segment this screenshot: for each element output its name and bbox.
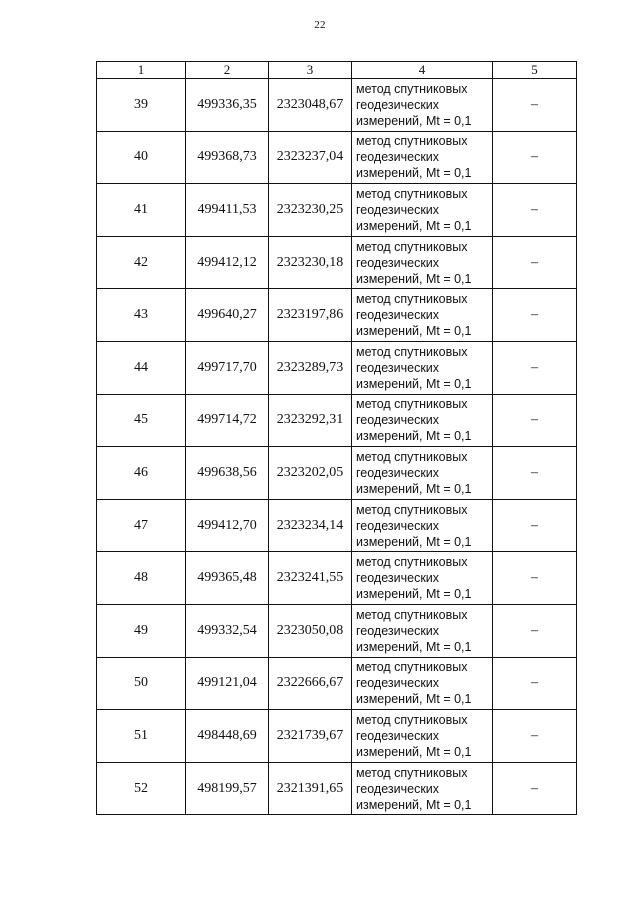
method-cell xyxy=(352,131,493,184)
x-coordinate-cell: 499717,70 xyxy=(186,341,269,394)
method-line: геодезических xyxy=(356,360,440,375)
method-line: метод спутниковых xyxy=(356,555,468,570)
x-coordinate-cell: 499638,56 xyxy=(186,447,269,500)
x-coordinate-cell: 499332,54 xyxy=(186,604,269,657)
method-line: измерений, Mt = 0,1 xyxy=(356,113,472,128)
table-row xyxy=(97,604,577,657)
method-line: метод спутниковых xyxy=(356,344,468,359)
x-coordinate-cell: 498199,57 xyxy=(186,762,269,815)
point-number-cell: 50 xyxy=(97,657,186,710)
method-line: измерений, Mt = 0,1 xyxy=(356,587,472,602)
point-number-cell: 47 xyxy=(97,499,186,552)
point-number-cell: 44 xyxy=(97,341,186,394)
y-coordinate-cell: 2323048,67 xyxy=(269,79,352,132)
method-line: геодезических xyxy=(356,676,440,691)
method-line: измерений, Mt = 0,1 xyxy=(356,166,472,181)
method-line: измерений, Mt = 0,1 xyxy=(356,271,472,286)
table-header xyxy=(97,62,577,79)
method-line: метод спутниковых xyxy=(356,239,468,254)
x-coordinate-cell: 499411,53 xyxy=(186,184,269,237)
method-line: метод спутниковых xyxy=(356,186,468,201)
method-cell xyxy=(352,341,493,394)
y-coordinate-cell: 2323234,14 xyxy=(269,499,352,552)
method-line: геодезических xyxy=(356,781,440,796)
table-row xyxy=(97,394,577,447)
header-col-1: 1 xyxy=(97,62,186,79)
point-number-cell: 46 xyxy=(97,447,186,500)
method-line: геодезических xyxy=(356,465,440,480)
method-line: геодезических xyxy=(356,571,440,586)
method-line: измерений, Mt = 0,1 xyxy=(356,429,472,444)
method-line: метод спутниковых xyxy=(356,81,468,96)
header-col-4: 4 xyxy=(352,62,493,79)
table-row xyxy=(97,710,577,763)
y-coordinate-cell: 2323197,86 xyxy=(269,289,352,342)
point-number-cell: 45 xyxy=(97,394,186,447)
method-line: метод спутниковых xyxy=(356,660,468,675)
y-coordinate-cell: 2323230,25 xyxy=(269,184,352,237)
description-cell: – xyxy=(493,341,577,394)
method-line: метод спутниковых xyxy=(356,449,468,464)
x-coordinate-cell: 499714,72 xyxy=(186,394,269,447)
method-cell xyxy=(352,762,493,815)
method-cell xyxy=(352,710,493,763)
table-body xyxy=(97,79,577,815)
method-line: метод спутниковых xyxy=(356,134,468,149)
point-number-cell: 51 xyxy=(97,710,186,763)
page-number: 22 xyxy=(314,19,326,31)
method-line: измерений, Mt = 0,1 xyxy=(356,639,472,654)
table-row xyxy=(97,762,577,815)
point-number-cell: 52 xyxy=(97,762,186,815)
method-line: измерений, Mt = 0,1 xyxy=(356,324,472,339)
method-line: измерений, Mt = 0,1 xyxy=(356,744,472,759)
y-coordinate-cell: 2323202,05 xyxy=(269,447,352,500)
table-row xyxy=(97,657,577,710)
method-line: измерений, Mt = 0,1 xyxy=(356,692,472,707)
method-cell xyxy=(352,79,493,132)
header-row xyxy=(97,62,577,79)
method-line: метод спутниковых xyxy=(356,292,468,307)
method-line: измерений, Mt = 0,1 xyxy=(356,797,472,812)
method-line: метод спутниковых xyxy=(356,712,468,727)
y-coordinate-cell: 2323237,04 xyxy=(269,131,352,184)
description-cell: – xyxy=(493,131,577,184)
x-coordinate-cell: 499412,12 xyxy=(186,236,269,289)
method-line: геодезических xyxy=(356,150,440,165)
point-number-cell: 43 xyxy=(97,289,186,342)
method-line: измерений, Mt = 0,1 xyxy=(356,534,472,549)
method-line: геодезических xyxy=(356,97,440,112)
point-number-cell: 39 xyxy=(97,79,186,132)
table-row xyxy=(97,447,577,500)
description-cell: – xyxy=(493,762,577,815)
table-row xyxy=(97,552,577,605)
method-cell xyxy=(352,552,493,605)
header-col-5: 5 xyxy=(493,62,577,79)
method-line: метод спутниковых xyxy=(356,397,468,412)
y-coordinate-cell: 2323241,55 xyxy=(269,552,352,605)
method-cell xyxy=(352,447,493,500)
x-coordinate-cell: 499412,70 xyxy=(186,499,269,552)
description-cell: – xyxy=(493,79,577,132)
method-line: измерений, Mt = 0,1 xyxy=(356,376,472,391)
method-line: геодезических xyxy=(356,255,440,270)
x-coordinate-cell: 499640,27 xyxy=(186,289,269,342)
description-cell: – xyxy=(493,289,577,342)
y-coordinate-cell: 2322666,67 xyxy=(269,657,352,710)
table-row xyxy=(97,289,577,342)
method-cell xyxy=(352,236,493,289)
x-coordinate-cell: 499121,04 xyxy=(186,657,269,710)
point-number-cell: 42 xyxy=(97,236,186,289)
point-number-cell: 41 xyxy=(97,184,186,237)
method-line: измерений, Mt = 0,1 xyxy=(356,481,472,496)
point-number-cell: 48 xyxy=(97,552,186,605)
method-line: геодезических xyxy=(356,308,440,323)
y-coordinate-cell: 2323230,18 xyxy=(269,236,352,289)
description-cell: – xyxy=(493,236,577,289)
description-cell: – xyxy=(493,447,577,500)
coordinates-table xyxy=(96,61,577,815)
method-line: метод спутниковых xyxy=(356,502,468,517)
table-row xyxy=(97,341,577,394)
x-coordinate-cell: 499368,73 xyxy=(186,131,269,184)
y-coordinate-cell: 2321739,67 xyxy=(269,710,352,763)
description-cell: – xyxy=(493,394,577,447)
description-cell: – xyxy=(493,499,577,552)
method-line: геодезических xyxy=(356,518,440,533)
description-cell: – xyxy=(493,552,577,605)
point-number-cell: 40 xyxy=(97,131,186,184)
method-line: геодезических xyxy=(356,728,440,743)
header-col-3: 3 xyxy=(269,62,352,79)
method-cell xyxy=(352,604,493,657)
method-line: геодезических xyxy=(356,623,440,638)
table-row xyxy=(97,184,577,237)
table-row xyxy=(97,131,577,184)
method-line: метод спутниковых xyxy=(356,607,468,622)
method-line: геодезических xyxy=(356,413,440,428)
method-cell xyxy=(352,657,493,710)
point-number-cell: 49 xyxy=(97,604,186,657)
method-line: измерений, Mt = 0,1 xyxy=(356,218,472,233)
method-line: геодезических xyxy=(356,202,440,217)
table-row xyxy=(97,79,577,132)
table-row xyxy=(97,499,577,552)
y-coordinate-cell: 2323292,31 xyxy=(269,394,352,447)
header-col-2: 2 xyxy=(186,62,269,79)
method-cell xyxy=(352,499,493,552)
method-cell xyxy=(352,289,493,342)
y-coordinate-cell: 2321391,65 xyxy=(269,762,352,815)
method-cell xyxy=(352,184,493,237)
x-coordinate-cell: 499365,48 xyxy=(186,552,269,605)
description-cell: – xyxy=(493,184,577,237)
x-coordinate-cell: 499336,35 xyxy=(186,79,269,132)
table-row xyxy=(97,236,577,289)
x-coordinate-cell: 498448,69 xyxy=(186,710,269,763)
y-coordinate-cell: 2323289,73 xyxy=(269,341,352,394)
description-cell: – xyxy=(493,604,577,657)
method-cell xyxy=(352,394,493,447)
method-line: метод спутниковых xyxy=(356,765,468,780)
y-coordinate-cell: 2323050,08 xyxy=(269,604,352,657)
description-cell: – xyxy=(493,710,577,763)
description-cell: – xyxy=(493,657,577,710)
